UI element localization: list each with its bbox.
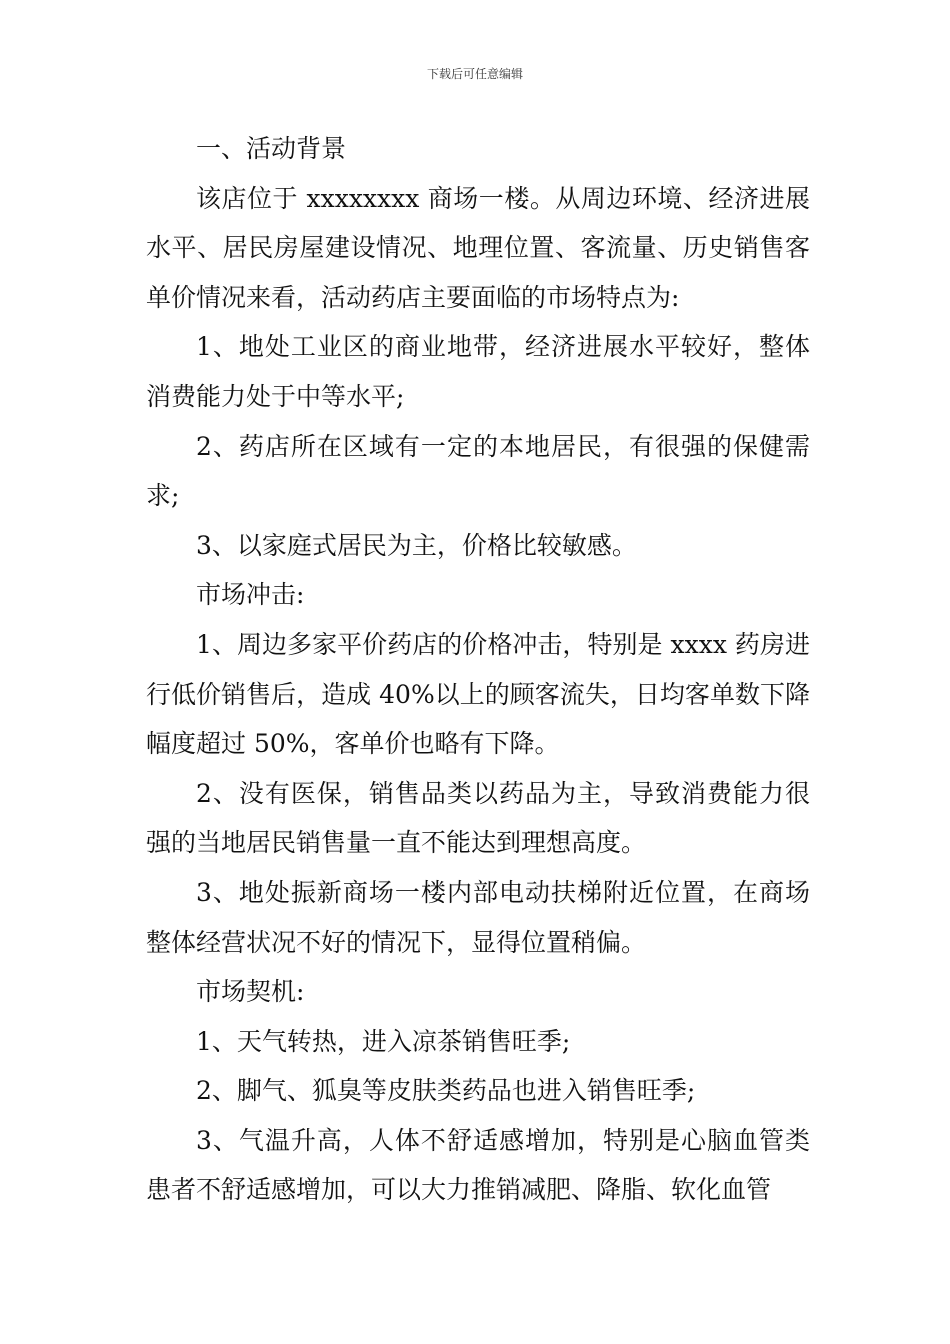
paragraph-opportunity-3: 3、气温升高，人体不舒适感增加，特别是心脑血管类患者不舒适感增加，可以大力推销减肥、降脂、软化血管 xyxy=(146,1125,810,1205)
paragraph-feature-3: 3、以家庭式居民为主，价格比较敏感。 xyxy=(196,530,637,560)
paragraph-opportunity-2: 2、脚气、狐臭等皮肤类药品也进入销售旺季; xyxy=(196,1076,696,1106)
paragraph-feature-1: 1、地处工业区的商业地带，经济进展水平较好，整体消费能力处于中等水平; xyxy=(146,332,810,411)
paragraph-feature-2: 2、药店所在区域有一定的本地居民，有很强的保健需求; xyxy=(146,431,810,511)
paragraph-opportunity-1: 1、天气转热，进入凉茶销售旺季; xyxy=(196,1026,571,1056)
subheading-market-opportunity: 市场契机: xyxy=(196,977,305,1007)
page-header-note: 下载后可任意编辑 xyxy=(426,67,523,81)
document-body xyxy=(146,124,810,1215)
subheading-market-impact: 市场冲击: xyxy=(196,580,305,610)
paragraph-impact-1: 1、周边多家平价药店的价格冲击，特别是 xxxx 药房进行低价销售后，造成 40%以上的顾客流失，日均客单数下降幅度超过 50%，客单价也略有下降。 xyxy=(146,629,810,759)
paragraph-impact-2: 2、没有医保，销售品类以药品为主，导致消费能力很强的当地居民销售量一直不能达到理想高度。 xyxy=(146,778,810,858)
paragraph-impact-3: 3、地处振新商场一楼内部电动扶梯附近位置，在商场整体经营状况不好的情况下，显得位置稍偏。 xyxy=(146,877,810,957)
paragraph-store-location: 该店位于 xxxxxxxx 商场一楼。从周边环境、经济进展水平、居民房屋建设情况、地理位置、客流量、历史销售客单价情况来看，活动药店主要面临的市场特点为: xyxy=(146,183,810,312)
section-heading-background: 一、活动背景 xyxy=(196,134,347,163)
